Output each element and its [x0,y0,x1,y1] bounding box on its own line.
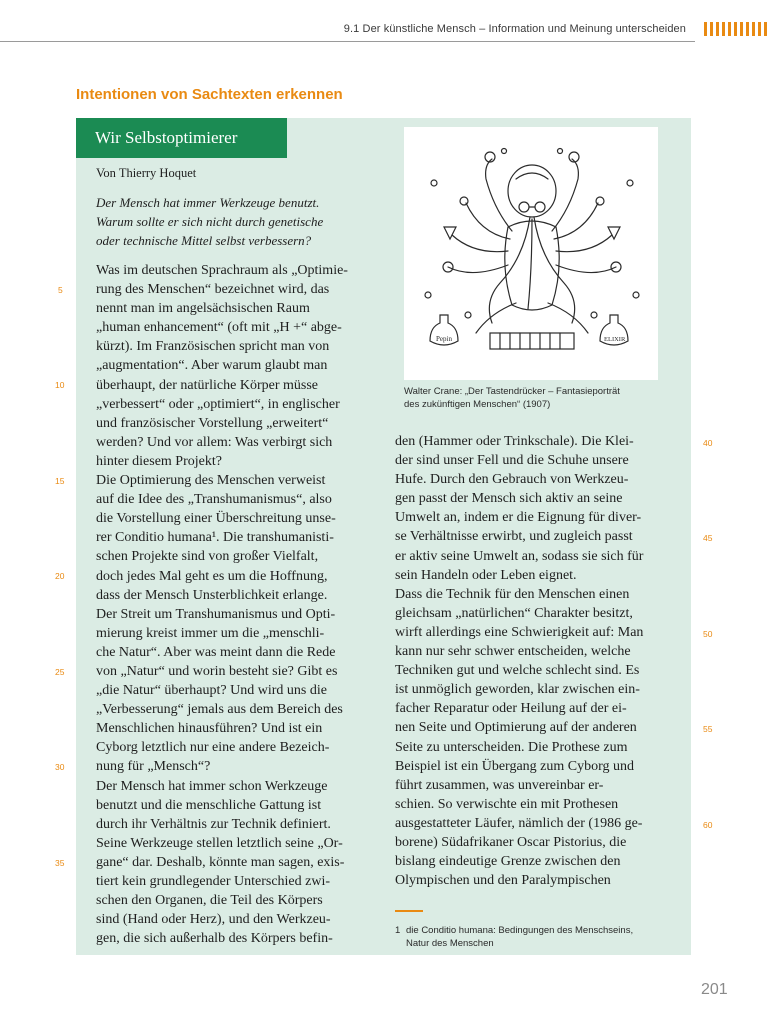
body-line: mierung kreist immer um die „menschli- [96,625,325,641]
body-line: borene) Südafrikaner Oscar Pistorius, die [395,834,627,850]
body-line: schien. So verwischte ein mit Prothesen [395,796,619,812]
body-line: rung des Menschen“ bezeichnet wird, das [96,282,330,298]
line-number: 50 [703,629,713,639]
body-line: benutzt und die menschliche Gattung ist [96,797,322,813]
body-line: gleichsam „natürlichen“ Charakter besitzt, [395,605,633,621]
body-line: Hufe. Durch den Gebrauch von Werkzeu- [395,472,629,488]
teaser-line: Warum sollte er sich nicht durch genetische [96,214,324,229]
figure-box [404,127,658,380]
body-line: kürzt). Im Französischen spricht man von [96,339,330,355]
body-line: sein Handeln oder Leben eignet. [395,567,577,583]
body-line: se Verhältnisse erwirbt, und zugleich passt [395,529,633,545]
caption-line: des zukünftigen Menschen“ (1907) [404,399,551,410]
body-line: Umwelt an, indem er die Eignung für diver- [395,510,642,526]
body-line: und französischer Vorstellung „erweitert“ [96,415,329,431]
body-line: kann nur sehr schwer entscheiden, welche [395,644,631,660]
article-title: Wir Selbstoptimierer [76,118,287,158]
footnote-rule [395,910,423,912]
footnote [395,925,685,950]
footnote-line: die Conditio humana: Bedingungen des Menschseins, [406,925,634,936]
body-column-left [96,261,374,948]
teaser-line: Der Mensch hat immer Werkzeuge benutzt. [96,195,320,210]
line-number: 10 [55,380,65,390]
body-line: „Verbesserung“ jemals aus dem Bereich des [96,702,343,718]
line-number: 55 [703,724,713,734]
body-line: rer Conditio humana¹. Die transhumanisti- [96,530,334,546]
body-line: Seite zu unterscheiden. Die Prothese zum [395,739,628,755]
body-line: durch ihr Verhältnis zur Technik definiert. [96,816,331,832]
body-line: gen passt der Mensch sich aktiv an seine [395,491,623,507]
body-line: che Natur“. Aber was meint dann die Rede [96,644,336,660]
body-line: hinter diesem Projekt? [96,453,222,469]
body-line: doch jedes Mal geht es um die Hoffnung, [96,568,328,584]
body-line: die Vorstellung einer Überschreitung unse- [96,511,336,527]
body-line: gen, die sich außerhalb des Körpers befin- [96,931,333,947]
line-number: 30 [55,762,65,772]
body-line: tiert kein grundlegender Unterschied zwi- [96,874,331,889]
body-line: „verbessert“ oder „optimiert“, in englischer [96,396,340,412]
line-number: 25 [55,667,65,677]
body-line: ausgestatteter Läufer, nämlich der (1986 ge- [395,815,643,831]
body-line: „human enhancement“ (oft mit „H +“ abge- [96,320,342,336]
body-line: Cyborg letztlich nur eine andere Bezeich- [96,740,330,756]
footnote-number: 1 [395,925,401,936]
body-line: Die Optimierung des Menschen verweist [96,473,326,489]
header-rule [0,41,695,42]
footnote-line: Natur des Menschen [406,937,494,949]
body-line: nen Seite und Optimierung auf der anderen [395,720,637,736]
body-line: nennt man im angelsächsischen Raum [96,301,310,317]
body-line: Olympischen und den Paralympischen [395,873,611,889]
line-number: 35 [55,858,65,868]
body-line: auf die Idee des „Transhumanismus“, also [96,492,332,508]
body-line: nung für „Mensch“? [96,759,211,775]
line-number: 60 [703,820,713,830]
teaser-line: oder technische Mittel selbst verbessern? [96,233,312,248]
body-line: gane“ dar. Deshalb, könnte man sagen, exis- [96,854,345,870]
figure-caption [404,385,658,411]
body-line: ist unmöglich geworden, klar zwischen ein- [395,682,640,698]
body-line: Der Mensch hat immer schon Werkzeuge [96,778,328,794]
body-line: Menschlichen hinausführen? Und ist ein [96,721,323,737]
body-line: führt zusammen, was unvereinbar er- [395,777,604,793]
body-line: sind (Hand oder Herz), und den Werkzeu- [96,912,331,928]
article-author: Von Thierry Hoquet [96,166,197,180]
body-line: facher Reparatur oder Heilung auf der ei- [395,701,627,717]
body-line: Seine Werkzeuge stellen letztlich seine „Or- [96,835,343,851]
body-line: Dass die Technik für den Menschen einen [395,586,630,602]
body-line: bislang eindeutige Grenze zwischen den [395,854,621,870]
line-number: 15 [55,476,65,486]
line-number: 45 [703,533,713,543]
article-teaser [96,193,376,250]
body-line: Beispiel ist ein Übergang zum Cyborg und [395,758,635,774]
illustration-icon [404,127,658,380]
bottle-label-left: Pepin [436,335,452,343]
body-line: den (Hammer oder Trinkschale). Die Klei- [395,434,634,449]
body-line: Techniken gut und welche schlecht sind. Es [395,663,640,679]
bottle-label-right: ELIXIR [604,336,626,343]
body-line: dass der Mensch Unsterblichkeit erlange. [96,587,328,603]
body-line: schen Projekte sind von großer Vielfalt, [96,549,319,565]
body-line: er aktiv seine Umwelt an, sodass sie sich für [395,548,644,564]
section-heading: Intentionen von Sachtexten erkennen [76,86,343,103]
running-head: 9.1 Der künstliche Mensch – Information und Meinung unterscheiden [343,23,686,35]
line-number: 20 [55,571,65,581]
body-line: von „Natur“ und worin besteht sie? Gibt es [96,663,338,679]
body-line: wirft allerdings eine Schwierigkeit auf: Man [395,624,644,640]
caption-line: Walter Crane: „Der Tastendrücker – Fantasieporträt [404,386,620,397]
body-line: werden? Und vor allem: Was verbirgt sich [96,434,333,450]
body-line: „augmentation“. Aber warum glaubt man [96,358,328,374]
body-line: „die Natur“ überhaupt? Und wird uns die [96,683,327,699]
line-number: 40 [703,438,713,448]
body-line: überhaupt, der natürliche Körper müsse [96,377,318,393]
line-number: 5 [58,285,63,295]
body-line: der sind unser Fell und die Schuhe unsere [395,453,629,469]
body-line: Was im deutschen Sprachraum als „Optimie- [96,263,348,278]
body-column-right [395,432,673,890]
body-line: Der Streit um Transhumanismus und Opti- [96,606,336,622]
page-number: 201 [701,981,728,998]
body-line: schen den Organen, die Teil des Körpers [96,893,323,909]
header-stripes [704,22,768,36]
